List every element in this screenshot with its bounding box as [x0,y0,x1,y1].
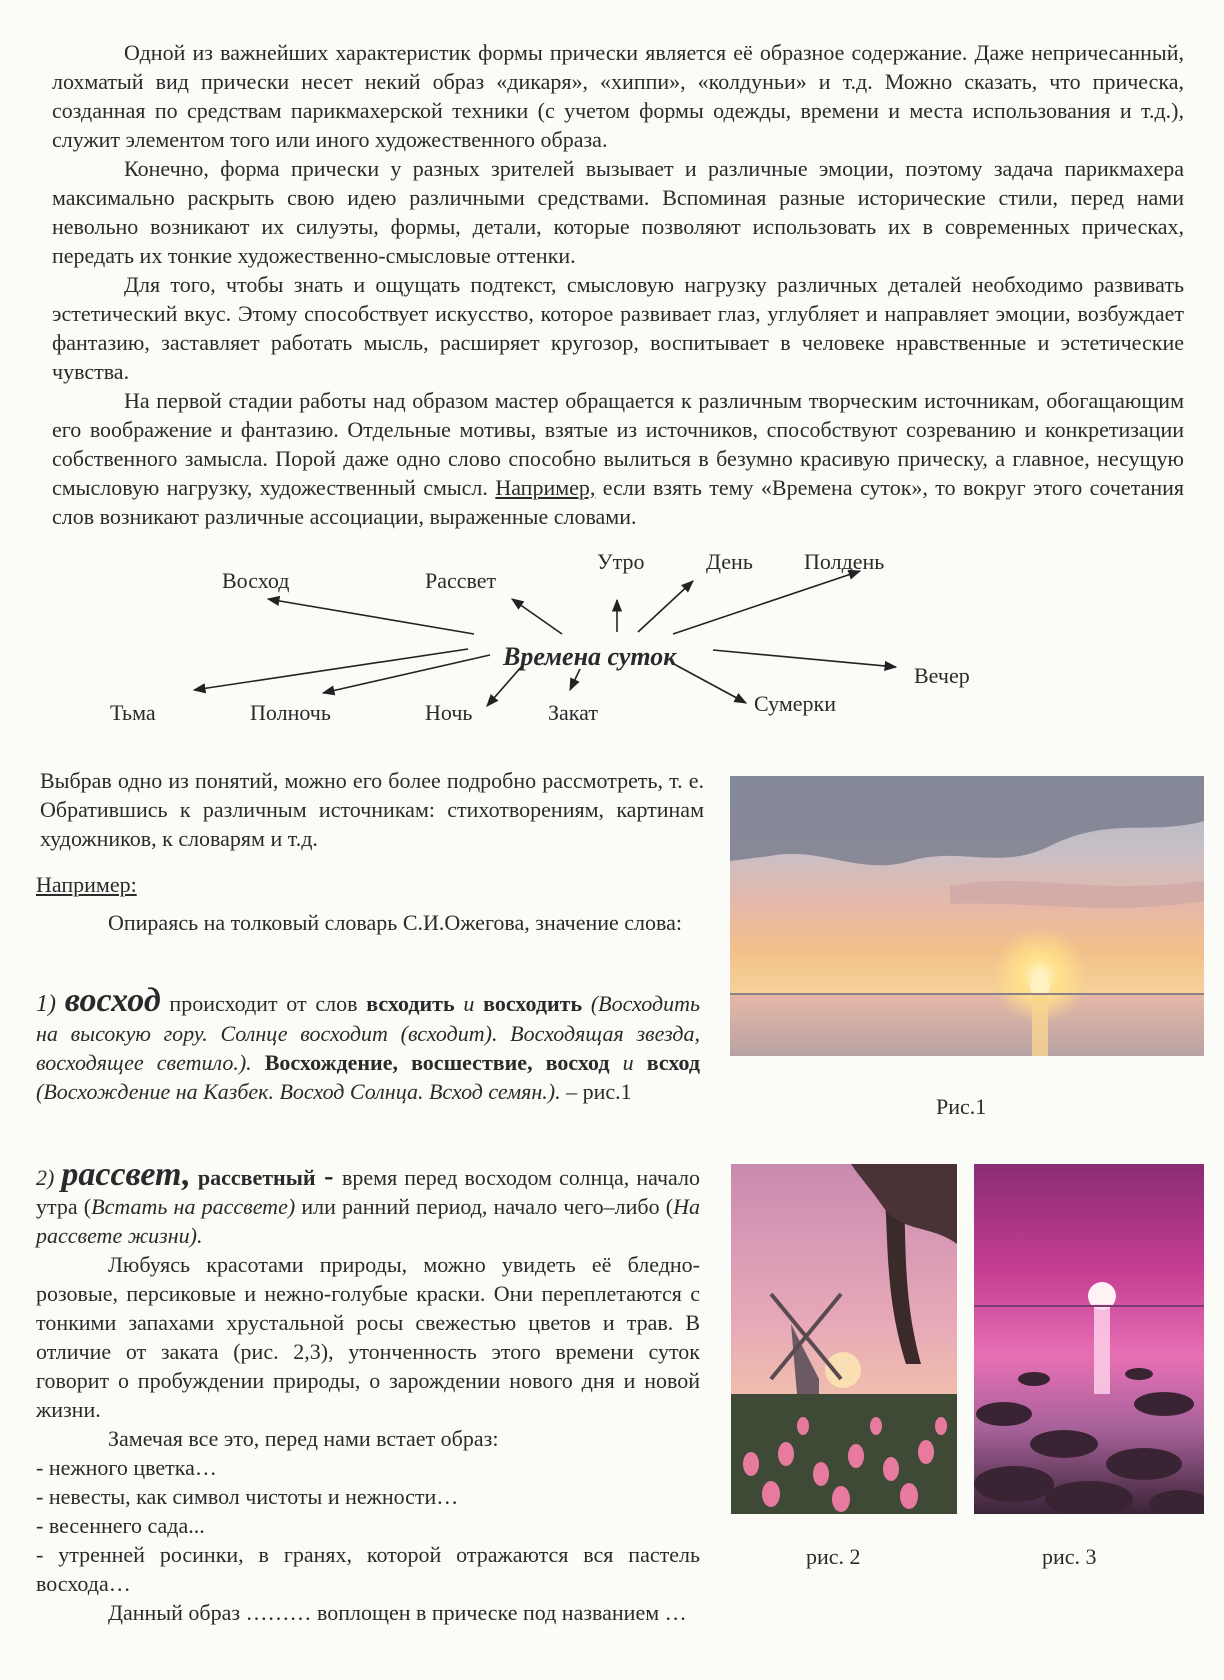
definition-rassvet [36,1156,700,1250]
def1-bold-4: всход [646,1050,700,1075]
arrow-den [638,581,693,632]
diagram-word-den: День [706,549,753,574]
def2-ital-1: Встать на рассвете) [91,1194,296,1219]
paragraph-nature: Любуясь красотами природы, можно увидеть её бледно-розовые, персиковые и нежно-голубые краски. Они переплетаются с тонкими запахами хрустальной росы свежестью цветов и трав. В отличие от заката (рис. 2,3), утонченность этого времени суток говорит о пробуждении природы, о зарождении нового дня и новой жизни. [36,1252,700,1422]
definition-number-2: 2) [36,1165,55,1190]
diagram-center: Времена суток [503,642,677,671]
paragraph-choose-concept: Выбрав одно из понятий, можно его более подробно рассмотреть, т. е. Обратившись к различным источникам: стихотворениям, картинам художников, к словарям и т.д. [40,768,704,851]
diagram-word-polden: Полдень [804,549,885,574]
association-diagram [0,545,1224,735]
diagram-word-polnoch: Полночь [250,700,331,725]
diagram-word-utro: Утро [597,549,645,574]
diagram-word-zakat: Закат [548,700,598,725]
definition-number-1: 1) [36,991,56,1017]
paragraph-intro-3: Для того, чтобы знать и ощущать подтекст, смысловую нагрузку различных деталей необходимо развивать эстетический вкус. Этому способствует искусство, которое развивает глаз, углубляет и направляет эмоции, возбуждает фантазию, заставляет работать мысль, расширяет кругозор, воспитывает в человеке нравственные и эстетические чувства. [52,272,1184,384]
def2-text-2: или ранний период, начало чего–либо ( [295,1194,674,1219]
diagram-word-noch: Ночь [425,700,473,725]
paragraph-image-intro: Замечая все это, перед нами встает образ: [108,1426,499,1451]
def1-text-2: – рис.1 [560,1079,632,1104]
arrow-zakat [570,669,580,690]
figure-1-sunrise-photo [730,776,1204,1056]
arrow-noch [487,666,522,706]
image-list [36,1453,700,1598]
paragraph-dictionary: Опираясь на толковый словарь С.И.Ожегова, значение слова: [108,910,682,935]
arrow-polnoch [323,655,490,693]
arrow-voshod [268,599,474,634]
def2-ital-2: На рассвете жизни). [36,1194,700,1248]
arrow-rassvet [512,599,562,634]
figure-2-caption: рис. 2 [806,1544,861,1569]
diagram-word-sumerki: Сумерки [754,691,836,716]
def1-ital-2: и [609,1050,647,1075]
paragraph-intro-4-tail: если взять тему «Времена суток», то вокруг этого сочетания слов возникают различные ассоциации, выраженные словами. [52,475,1185,529]
list-item: - весеннего сада... [36,1513,205,1538]
paragraph-conclusion: Данный образ ……… воплощен в прическе под названием … [108,1600,687,1625]
example-label-2: Например: [36,872,137,897]
def1-example-1: (Восходить на высокую гору. Солнце восходит (всходит). Восходящая звезда, восходящее светило.). [36,991,701,1075]
def1-text-1: происходит от слов [160,991,367,1016]
list-item: - невесты, как символ чистоты и нежности… [36,1484,459,1509]
def2-text-1: время перед восходом солнца, начало утра ( [36,1165,700,1219]
def1-ital-1: и [454,991,484,1016]
figure-2-windmill-tulips-photo [731,1164,957,1514]
paragraph-intro-1: Одной из важнейших характеристик формы прически является её образное содержание. Даже непричесанный, лохматый вид прически несет некий образ «дикаря», «хиппи», «колдуньи» и т.д. Можно сказать, что прическа, созданная по средствам парикмахерской техники (с учетом формы одежды, времени и места использования и т.д.), служит элементом того или иного художественного образа. [52,40,1184,152]
def1-bold-2: восходить [483,991,583,1016]
definition-voshod [36,982,701,1106]
figure-3-rocky-shore-photo [974,1164,1204,1514]
definition-word-voshod: восход [64,982,161,1019]
diagram-word-voshod: Восход [222,568,290,593]
def1-example-2: (Восхождение на Казбек. Восход Солнца. Всход семян.). [36,1079,561,1104]
example-label: Например, [495,475,596,500]
diagram-word-tma: Тьма [110,700,156,725]
arrow-polden [673,571,860,634]
list-item: - нежного цветка… [36,1455,217,1480]
def1-bold-1: всходить [366,991,455,1016]
def2-dash: - [315,1161,342,1192]
arrow-vecher [713,650,896,667]
figure-3-caption: рис. 3 [1042,1544,1097,1569]
paragraph-intro-2: Конечно, форма прически у разных зрителей вызывает и различные эмоции, поэтому задача парикмахера максимально раскрыть свою идею различными средствами. Вспоминая разные исторические стили, перед нами невольно возникают их силуэты, формы, детали, которые позволяют использовать их в современных прическах, передать их тонкие художественно-смысловые оттенки. [52,156,1184,268]
definition-word-rassvet: рассвет, [61,1156,191,1193]
diagram-word-vecher: Вечер [914,663,970,688]
diagram-word-rassvet: Рассвет [425,568,497,593]
paragraph-intro-4 [52,386,1184,531]
def1-bold-3: Восхождение, восшествие, восход [251,1050,610,1075]
figure-1-caption: Рис.1 [936,1094,987,1119]
paragraph-intro-4-text: На первой стадии работы над образом мастер обращается к различным творческим источникам, обогащающим его воображение и фантазию. Отдельные мотивы, взятые из источников, способствуют созреванию и конкретизации собственного замысла. Порой даже одно слово способно вылиться в безумно красивую прическу, а главное, несущую смысловую нагрузку, художественный смысл. [52,388,1184,500]
def2-bold-1: рассветный [190,1165,316,1190]
arrow-sumerki [672,663,746,703]
list-item: - утренней росинки, в гранях, которой отражаются вся пастель восхода… [36,1542,700,1596]
